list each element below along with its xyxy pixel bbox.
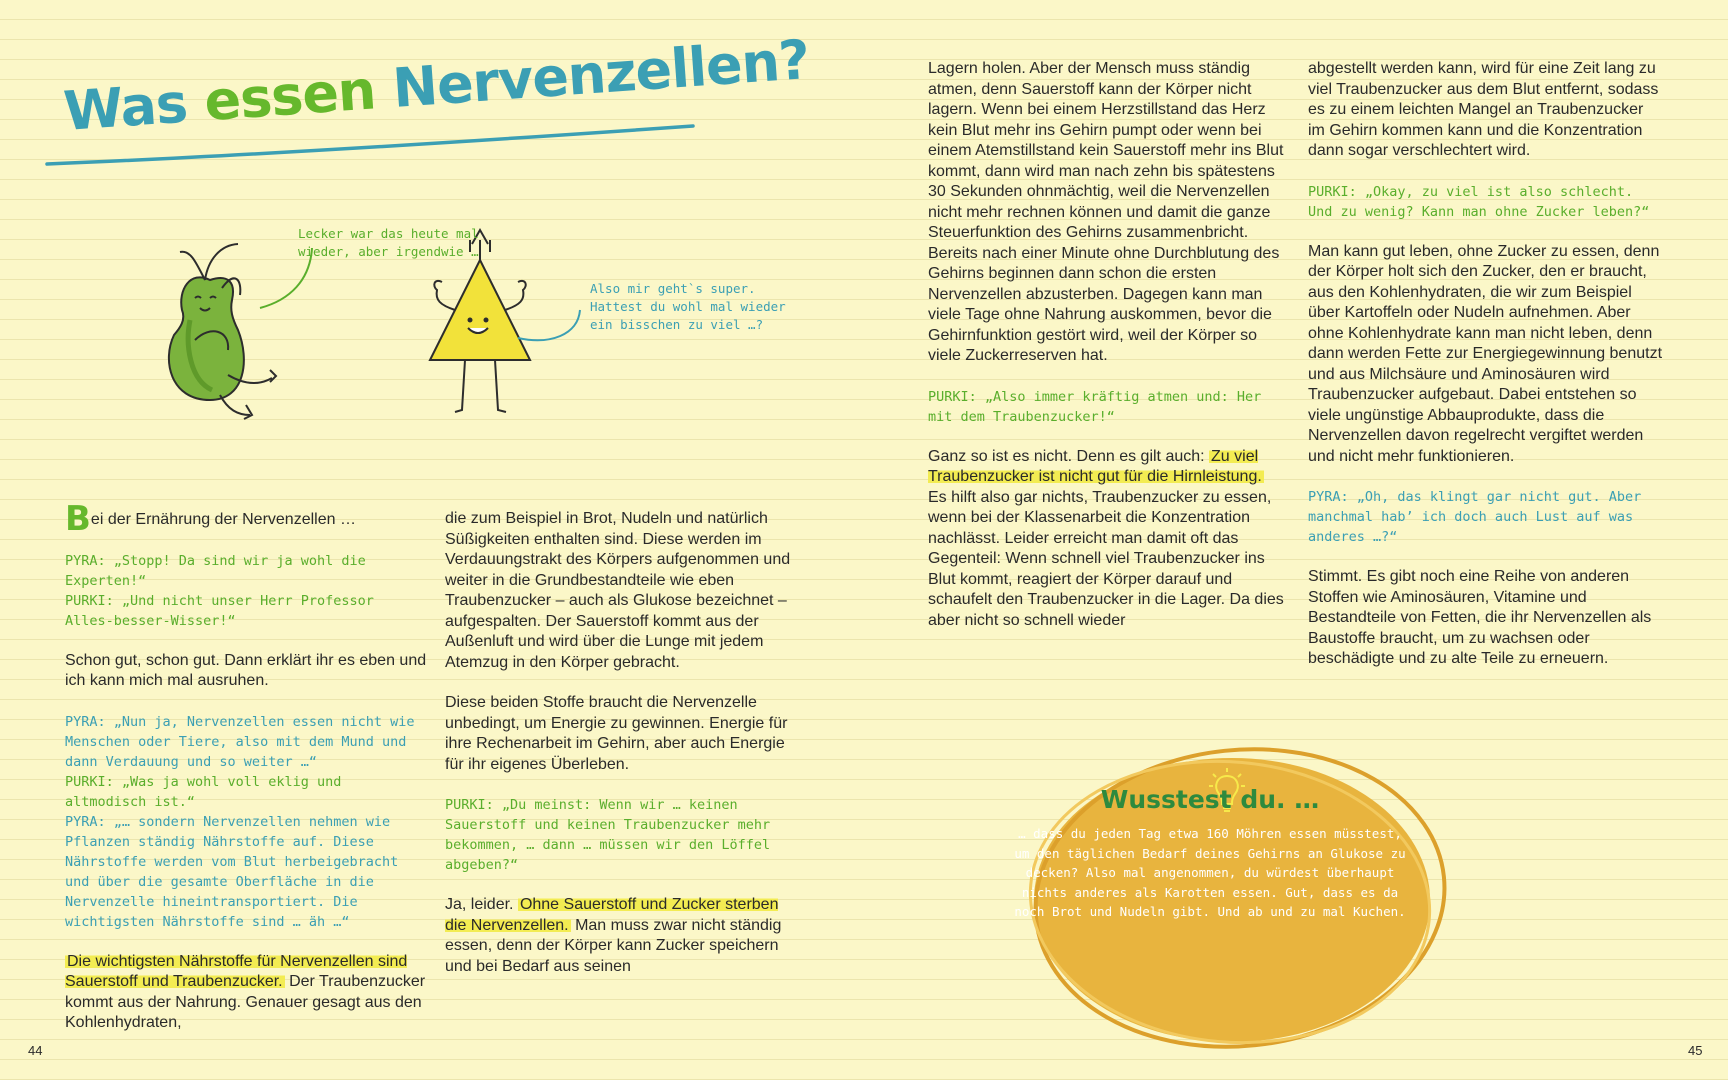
dialogue-pyra: PYRA: „Oh, das klingt gar nicht gut. Aber manchmal hab’ ich doch auch Lust auf was anderes …?“	[1308, 489, 1642, 545]
text-column-4	[1308, 59, 1664, 670]
highlighted-text: Ohne Sauerstoff und Zucker sterben die Nervenzellen.	[445, 896, 779, 934]
dialogue-purki: PURKI: „Okay, zu viel ist also schlecht. Und zu wenig? Kann man ohne Zucker leben?“	[1308, 183, 1650, 220]
title-underline	[45, 120, 695, 180]
dialogue-pyra: PYRA: „Stopp! Da sind wir ja wohl die Experten!“	[65, 552, 366, 589]
body-paragraph: Schon gut, schon gut. Dann erklärt ihr es eben und ich kann mich mal ausruhen.	[65, 651, 427, 689]
dialogue-pyra: PYRA: „… sondern Nervenzellen nehmen wie Pflanzen ständig Nährstoffe auf. Diese Nährstoffe werden vom Blut herbeigebracht und über die gesamte Oberfläche in die Nervenzelle hineintransportiert. Die wichtigsten Nährstoffe sind … äh …“	[65, 813, 399, 930]
body-paragraph: Stimmt. Es gibt noch eine Reihe von anderen Stoffen wie Aminosäuren, Vitamine und Bestandteile von Fetten, die ihr Nervenzellen als Baustoffe braucht, um zu wachsen oder beschädigte und zu alte Teile zu erneuern.	[1308, 568, 1652, 667]
pyra-character	[169, 244, 276, 419]
body-paragraph: Diese beiden Stoffe braucht die Nervenzelle unbedingt, um Energie zu gewinnen. Energie für ihre Rechenarbeit im Gehirn, aber auch Energie für ihr eigenes Überleben.	[445, 694, 788, 773]
fact-box	[1010, 785, 1410, 922]
text-column-2	[445, 509, 795, 977]
highlighted-text: Zu viel Traubenzucker ist nicht gut für die Hirnleistung.	[928, 447, 1262, 485]
body-paragraph: die zum Beispiel in Brot, Nudeln und natürlich Süßigkeiten enthalten sind. Diese werden im Verdauungstrakt des Körpers aufgenommen und weiter in die Grundbestandteile wie eben Traubenzucker – auch als Glukose bezeichnet – aufgespalten. Der Sauerstoff kommt aus der Außenluft und wird über die Lunge mit jedem Atemzug in den Körper gebracht.	[445, 510, 791, 671]
body-paragraph: Man kann gut leben, ohne Zucker zu essen, denn der Körper holt sich den Zucker, den er braucht, aus den Kohlenhydraten, die wir zum Beispiel über Kartoffeln oder Nudeln aufnehmen. Aber ohne Kohlenhydrate kann man nicht leben, denn dann werden Fette zur Energiegewinnung benutzt und aus Milchsäure und Aminosäuren wird Traubenzucker aufgebaut. Dabei entstehen so viele ungünstige Abbauprodukte, dass die Nervenzellen davon regelrecht vergiftet werden und nicht mehr funktionieren.	[1308, 242, 1663, 465]
highlighted-text: Die wichtigsten Nährstoffe für Nervenzellen sind Sauerstoff und Traubenzucker.	[65, 952, 408, 990]
dialogue-purki: PURKI: „Und nicht unser Herr Professor Alles-besser-Wisser!“	[65, 592, 374, 629]
title-word-3: Nervenzellen?	[390, 28, 812, 120]
body-paragraph: Ganz so ist es nicht. Denn es gilt auch: Zu viel Traubenzucker ist nicht gut für die Hirnleistung. Es hilft also gar nichts, Traubenzucker zu essen, wenn bei der Klassenarbeit die Konzentration nachlässt. Leider erreicht man damit oft das Gegenteil: Wenn schnell viel Traubenzucker ins Blut kommt, reagiert der Körper darauf und schaufelt den Traubenzucker in die Lager. Da dies aber nicht so schnell wieder	[928, 447, 1284, 629]
fact-text: … dass du jeden Tag etwa 160 Möhren essen müsstest, um den täglichen Bedarf deines Gehirns an Glukose zu decken? Also mal angenommen, du würdest überhaupt nichts anderes als Karotten essen. Gut, dass es da noch Brot und Nudeln gibt. Und ab und zu mal Kuchen.	[1014, 826, 1406, 919]
drop-cap: B	[65, 499, 91, 539]
dialogue-purki: PURKI: „Was ja wohl voll eklig und altmodisch ist.“	[65, 773, 342, 810]
body-paragraph: Ja, leider. Ohne Sauerstoff und Zucker sterben die Nervenzellen. Man muss zwar nicht ständig essen, denn der Körper kann Zucker speichern und bei Bedarf aus seinen	[445, 896, 782, 975]
text-column-1	[65, 499, 427, 1034]
body-paragraph: Die wichtigsten Nährstoffe für Nervenzellen sind Sauerstoff und Traubenzucker. Der Traubenzucker kommt aus der Nahrung. Genauer gesagt aus den Kohlenhydraten,	[65, 952, 426, 1031]
pyra-speech-bubble: Lecker war das heute mal wieder, aber irgendwie …	[298, 226, 479, 259]
purki-speech-line	[518, 310, 580, 340]
purki-speech-bubble: Also mir geht`s super. Hattest du wohl mal wieder ein bisschen zu viel …?	[590, 281, 786, 332]
fact-heading: Wusstest du. …	[1100, 785, 1320, 814]
body-paragraph: Lagern holen. Aber der Mensch muss ständig atmen, denn Sauerstoff kann der Körper nicht lagern. Wenn bei einem Herzstillstand das Herz kein Blut mehr ins Gehirn pumpt oder wenn bei einem Atemstillstand kein Sauerstoff mehr ins Blut kommt, dann wird man nach zehn bis spätestens 30 Sekunden ohnmächtig, weil die Nervenzellen nicht mehr rechnen können und damit die ganze Steuerfunktion des Gehirns zusammenbricht. Bereits nach einer Minute ohne Durchblutung des Gehirns beginnen dann schon die ersten Nervenzellen abzusterben. Dagegen kann man viele Tage ohne Nahrung auskommen, bevor die Gehirnfunktion gestört wird, weil der Körper so viele Zuckerreserven hat.	[928, 60, 1284, 364]
page-number-left: 44	[28, 1043, 43, 1058]
dialogue-pyra: PYRA: „Nun ja, Nervenzellen essen nicht wie Menschen oder Tiere, also mit dem Mund und dann Verdauung und so weiter …“	[65, 713, 415, 770]
dialogue-purki: PURKI: „Also immer kräftig atmen und: Her mit dem Traubenzucker!“	[928, 388, 1262, 425]
intro-paragraph: Bei der Ernährung der Nervenzellen …	[65, 499, 356, 539]
title-word-2: essen	[202, 58, 378, 134]
dialogue-purki: PURKI: „Du meinst: Wenn wir … keinen Sauerstoff und keinen Traubenzucker mehr bekommen, … dann … müssen wir den Löffel abgeben?“	[445, 797, 771, 873]
page-number-right: 45	[1688, 1043, 1703, 1058]
title-word-1: Was	[61, 71, 189, 143]
body-paragraph: abgestellt werden kann, wird für eine Zeit lang zu viel Traubenzucker aus dem Blut entfernt, sodass es zu einem leichten Mangel an Traubenzucker im Gehirn kommen kann und die Konzentration dann sogar verschlechtert wird.	[1308, 60, 1659, 159]
text-column-3	[928, 59, 1285, 631]
